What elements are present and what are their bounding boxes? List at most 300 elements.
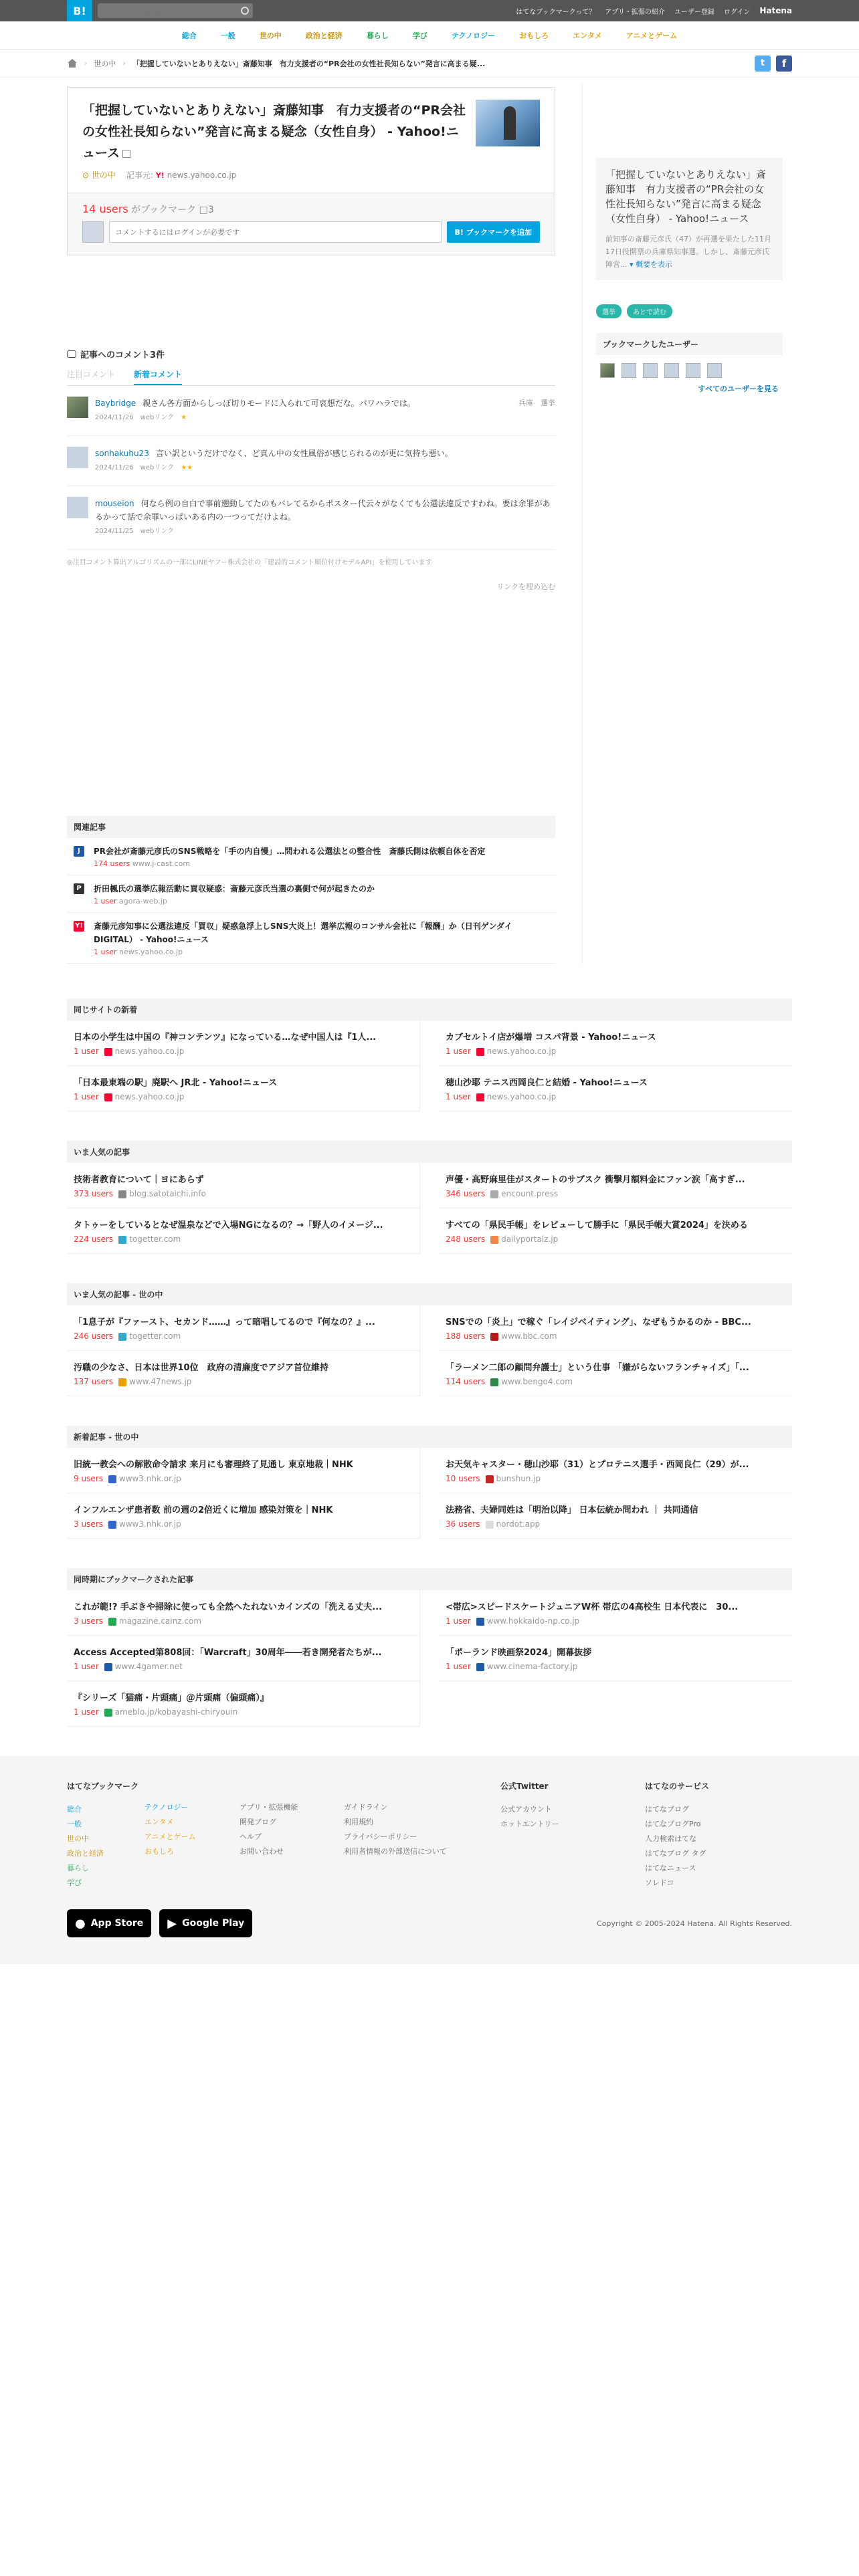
article-title[interactable]: 日本の小学生は中国の『神コンテンツ』になっている…なぜ中国人は『1人...: [74, 1033, 377, 1043]
tab-new-comments[interactable]: 新着コメント: [134, 368, 182, 385]
avatar[interactable]: [600, 363, 615, 378]
article-meta: [74, 1047, 413, 1056]
article-section: [67, 1568, 792, 1727]
article-item[interactable]: [67, 1351, 420, 1396]
article-item[interactable]: [439, 1448, 792, 1493]
footer-link[interactable]: 政治と経済: [67, 1849, 104, 1858]
article-grid: [67, 1305, 792, 1396]
footer-link[interactable]: 利用者情報の外部送信について: [344, 1847, 447, 1856]
app-store-badge[interactable]: ● App Store: [67, 1909, 151, 1937]
category-link[interactable]: 学び: [412, 31, 427, 40]
entry-meta: [82, 169, 540, 181]
article-item[interactable]: [67, 1590, 420, 1636]
category-link[interactable]: 世の中: [259, 31, 282, 40]
footer-link[interactable]: 利用規約: [344, 1818, 373, 1826]
footer-link[interactable]: 暮らし: [67, 1864, 89, 1872]
tag-list: [596, 304, 783, 318]
article-title[interactable]: 旧統一教会への解散命令請求 来月にも審理終了見通し 東京地裁｜NHK: [74, 1460, 353, 1470]
article-users[interactable]: 114 users: [446, 1377, 486, 1386]
register-link[interactable]: ユーザー登録: [674, 8, 714, 16]
site-favicon-icon: [118, 1236, 126, 1244]
footer-link[interactable]: プライバシーポリシー: [344, 1832, 417, 1841]
article-domain[interactable]: www.bengo4.com: [501, 1377, 573, 1386]
article-meta: [446, 1519, 785, 1529]
yahoo-icon: Y!: [155, 171, 165, 180]
entry-card: [67, 87, 555, 193]
article-title[interactable]: Access Accepted第808回：「Warcraft」30周年――若き開発者たちが...: [74, 1648, 382, 1658]
section-heading: いま人気の記事: [67, 1141, 792, 1163]
category-link[interactable]: 政治と経済: [305, 31, 343, 40]
related-meta: [94, 897, 375, 905]
footer-column: [500, 1780, 645, 1891]
footer-link[interactable]: はてなブログPro: [645, 1820, 701, 1828]
comments-section: [67, 348, 555, 592]
comment-text: 何なら例の自白で事前遡動してたのもバレてるからポスター代云々がなくても公選法違反ですわね。要は余罪があるかって話で余罪いっぱいある内の一つってだけよね。: [95, 499, 551, 522]
article-title[interactable]: SNSでの「炎上」で稼ぐ「レイジベイティング」、なぜもうかるのか - BBC...: [446, 1317, 751, 1327]
comment-username[interactable]: mouseion: [95, 499, 134, 508]
site-favicon-icon: [490, 1378, 498, 1386]
comment-body: [95, 447, 555, 475]
article-item[interactable]: [439, 1590, 792, 1636]
footer-link[interactable]: 世の中: [67, 1834, 89, 1843]
article-title[interactable]: 法務省、夫婦同姓は「明治以降」 日本伝統か問われ ｜ 共同通信: [446, 1505, 698, 1515]
footer-column: [67, 1780, 145, 1891]
category-link[interactable]: テクノロジー: [451, 31, 496, 40]
footer-heading: [145, 1780, 240, 1790]
article-meta: [446, 1235, 785, 1244]
star-icon[interactable]: ★: [181, 414, 187, 421]
related-title[interactable]: PR会社が斎藤元彦氏のSNS戦略を「手の内自慢」…問われる公選法との整合性 斎藤氏側は依頼自体を否定: [94, 847, 486, 856]
lower-sections: [0, 998, 859, 1727]
article-domain[interactable]: blog.satotaichi.info: [129, 1189, 206, 1198]
avatar[interactable]: [67, 447, 88, 468]
article-meta: [446, 1474, 785, 1483]
related-domain[interactable]: www.j-cast.com: [132, 859, 191, 868]
article-users[interactable]: 1 user: [74, 1707, 99, 1717]
footer-link[interactable]: テクノロジー: [145, 1803, 189, 1812]
article-meta: [74, 1092, 413, 1101]
article-users[interactable]: 1 user: [446, 1047, 471, 1056]
site-favicon-icon: [118, 1378, 126, 1386]
site-favicon-icon: [108, 1618, 116, 1626]
article-title[interactable]: 声優・高野麻里佳がスタートのサブスク 衝撃月額料金にファン涙「高すぎ...: [446, 1175, 745, 1185]
avatar[interactable]: [622, 363, 636, 378]
site-favicon-icon: [108, 1475, 116, 1483]
entry-category[interactable]: ⊙ 世の中: [82, 171, 116, 180]
apple-icon: ●: [75, 1916, 86, 1931]
footer-link[interactable]: エンタメ: [145, 1818, 174, 1826]
site-favicon-icon: [490, 1236, 498, 1244]
article-domain[interactable]: ameblo.jp/kobayashi-chiryouin: [114, 1707, 238, 1717]
comment-date[interactable]: 2024/11/26: [95, 464, 134, 471]
article-users[interactable]: 188 users: [446, 1331, 486, 1341]
tab-popular-comments[interactable]: 注目コメント: [67, 370, 116, 379]
site-favicon-icon: Y!: [74, 921, 84, 932]
related-meta: [94, 859, 485, 868]
article-item[interactable]: [439, 1305, 792, 1351]
apps-link[interactable]: アプリ・拡張の紹介: [605, 8, 665, 16]
article-users[interactable]: 10 users: [446, 1474, 480, 1483]
show-summary-link[interactable]: ▾ 概要を表示: [630, 260, 673, 269]
article-title[interactable]: タトゥーをしているとなぜ温泉などで入場NGになるの？→「野人のイメージ...: [74, 1220, 383, 1230]
entry-title[interactable]: 「把握していないとありえない」斎藤知事 有力支援者の“PR会社の女性社長知らない”発言に高まる疑念（女性自身） - Yahoo!ニュース: [82, 103, 466, 160]
article-grid: [67, 1163, 792, 1254]
article-item[interactable]: [439, 1493, 792, 1539]
footer-heading: [344, 1780, 500, 1790]
footer-heading: [240, 1780, 344, 1790]
article-domain[interactable]: bunshun.jp: [496, 1474, 541, 1483]
footer-links: [67, 1802, 145, 1891]
star-icon[interactable]: ★★: [181, 464, 193, 471]
comment-username[interactable]: sonhakuhu23: [95, 449, 149, 458]
related-users[interactable]: 174 users: [94, 859, 130, 868]
sidebar: [582, 84, 783, 964]
article-title[interactable]: インフルエンザ患者数 前の週の2倍近くに増加 感染対策を｜NHK: [74, 1505, 333, 1515]
article-title[interactable]: これが範!? 手ぶきや掃除に使っても全然へたれないカインズの「洗える丈夫...: [74, 1602, 383, 1612]
footer: [0, 1756, 859, 1964]
footer-link[interactable]: はてなニュース: [645, 1864, 696, 1872]
article-meta: [446, 1189, 785, 1198]
article-section: [67, 1426, 792, 1539]
article-domain[interactable]: www.47news.jp: [129, 1377, 192, 1386]
bookmark-box: [67, 193, 555, 255]
category-link[interactable]: アニメとゲーム: [626, 31, 678, 40]
article-title[interactable]: カブセルトイ店が爆増 コスパ背景 - Yahoo!ニュース: [446, 1033, 656, 1043]
article-domain[interactable]: www.cinema-factory.jp: [486, 1662, 578, 1671]
article-users[interactable]: 246 users: [74, 1331, 114, 1341]
article-users[interactable]: 9 users: [74, 1474, 103, 1483]
footer-column: [645, 1780, 779, 1891]
article-meta: [74, 1616, 413, 1626]
article-users[interactable]: 3 users: [74, 1616, 103, 1626]
comment-meta: [95, 525, 555, 538]
related-title[interactable]: 折田楓氏の選挙広報活動に買収疑惑：斎藤元彦氏当選の裏側で何が起きたのか: [94, 884, 375, 893]
users-count[interactable]: 14 users: [82, 203, 128, 215]
avatar[interactable]: [707, 363, 722, 378]
section-heading: いま人気の記事 - 世の中: [67, 1283, 792, 1305]
article-meta: [74, 1235, 413, 1244]
category-link[interactable]: 暮らし: [366, 31, 389, 40]
category-link[interactable]: おもしろ: [519, 31, 549, 40]
footer-link[interactable]: ホットエントリー: [500, 1820, 559, 1828]
breadcrumb: [0, 49, 859, 78]
category-nav: [0, 21, 859, 49]
footer-column: [145, 1780, 240, 1891]
home-icon[interactable]: [67, 59, 78, 68]
comment-count: 3: [207, 205, 214, 215]
article-users[interactable]: 346 users: [446, 1189, 486, 1198]
breadcrumb-category[interactable]: 世の中: [94, 59, 116, 68]
article-title[interactable]: 「日本最東端の駅」廃駅へ JR北 - Yahoo!ニュース: [74, 1078, 278, 1088]
site-favicon-icon: [476, 1663, 484, 1671]
article-users[interactable]: 1 user: [446, 1092, 471, 1101]
hatena-bookmark-logo[interactable]: B!: [67, 0, 92, 21]
comment-date[interactable]: 2024/11/26: [95, 414, 134, 421]
article-users[interactable]: 36 users: [446, 1519, 480, 1529]
avatar[interactable]: [686, 363, 700, 378]
comment-tabs: [67, 368, 555, 386]
comment-meta: [95, 461, 555, 475]
tag-chip[interactable]: 選挙: [596, 304, 622, 318]
footer-link[interactable]: ヘルプ: [240, 1832, 262, 1841]
comment-body: [95, 397, 555, 425]
about-link[interactable]: はてなブックマークって？: [516, 8, 596, 16]
article-users[interactable]: 137 users: [74, 1377, 114, 1386]
article-domain[interactable]: dailyportalz.jp: [501, 1235, 559, 1244]
site-favicon-icon: [104, 1709, 112, 1717]
article-domain[interactable]: magazine.cainz.com: [118, 1616, 201, 1626]
article-users[interactable]: 1 user: [446, 1662, 471, 1671]
footer-link[interactable]: おもしろ: [145, 1847, 174, 1856]
article-title[interactable]: すべての「県民手帳」をレビューして勝手に「県民手帳大賞2024」を決める: [446, 1220, 748, 1230]
comment-bubble-icon: [67, 350, 76, 358]
copyright: Copyright © 2005-2024 Hatena. All Rights Reserved.: [596, 1919, 792, 1928]
entry-thumbnail[interactable]: [476, 100, 540, 146]
article-domain[interactable]: news.yahoo.co.jp: [486, 1092, 557, 1101]
article-users[interactable]: 1 user: [74, 1662, 99, 1671]
article-meta: [74, 1707, 413, 1717]
footer-links: [240, 1800, 344, 1859]
add-bookmark-button[interactable]: B! ブックマークを追加: [447, 221, 540, 243]
comment-item: [67, 386, 555, 436]
article-meta: [74, 1662, 413, 1671]
footer-heading: はてなブックマーク: [67, 1782, 139, 1791]
footer-column: [240, 1780, 344, 1891]
article-meta: [74, 1189, 413, 1198]
article-item[interactable]: [67, 1163, 420, 1208]
bookmark-users-line: 14 users がブックマーク □3: [82, 203, 214, 215]
article-grid: [67, 1590, 792, 1727]
article-users[interactable]: 248 users: [446, 1235, 486, 1244]
article-title[interactable]: 『シリーズ「猫痛・片頭痛」＠片頭痛（偏頭痛）』: [74, 1693, 269, 1703]
bookmark-user-avatars: [596, 355, 783, 381]
article-meta: [74, 1474, 413, 1483]
article-users[interactable]: 1 user: [446, 1616, 471, 1626]
site-favicon-icon: [486, 1475, 494, 1483]
login-link[interactable]: ログイン: [723, 8, 751, 16]
search-input[interactable]: [102, 7, 241, 15]
footer-link[interactable]: 人力検索はてな: [645, 1834, 696, 1843]
article-meta: [446, 1616, 785, 1626]
comment-input[interactable]: [109, 221, 442, 243]
play-icon: ▶: [167, 1916, 177, 1931]
footer-link[interactable]: はてなブログ タグ: [645, 1849, 706, 1858]
article-title[interactable]: 「1息子が『ファースト、セカンド……』って暗唱してるので『何なの？』...: [74, 1317, 375, 1327]
embed-link[interactable]: リンクを埋め込む: [496, 582, 555, 591]
all-users-link[interactable]: すべてのユーザーを見る: [698, 385, 779, 393]
comment-web-link[interactable]: webリンク: [140, 414, 175, 421]
article-meta: [74, 1331, 413, 1341]
avatar[interactable]: [67, 397, 88, 418]
entry-source: 記事元: Y! news.yahoo.co.jp: [126, 171, 237, 180]
footer-link[interactable]: アニメとゲーム: [145, 1832, 196, 1841]
article-item[interactable]: [439, 1066, 792, 1111]
article-title[interactable]: 汚職の少なさ、日本は世界10位 政府の清廉度でアジア首位維持: [74, 1363, 329, 1373]
footer-link[interactable]: 開発ブログ: [240, 1818, 276, 1826]
article-item[interactable]: [67, 1493, 420, 1539]
article-item[interactable]: [67, 1305, 420, 1351]
site-favicon-icon: [108, 1521, 116, 1529]
article-item[interactable]: [67, 1208, 420, 1254]
article-section: [67, 1141, 792, 1254]
twitter-icon[interactable]: t: [755, 56, 771, 72]
avatar[interactable]: [643, 363, 658, 378]
user-avatar: [82, 221, 104, 243]
related-item[interactable]: [67, 913, 555, 964]
article-item[interactable]: [67, 1636, 420, 1681]
main-content: [0, 84, 859, 964]
article-item[interactable]: [67, 1681, 420, 1727]
footer-links: [500, 1802, 645, 1832]
top-bar: [0, 0, 859, 21]
article-meta: [446, 1331, 785, 1341]
related-meta: [94, 948, 549, 956]
footer-link[interactable]: 学び: [67, 1879, 82, 1887]
article-section: [67, 998, 792, 1111]
footer-link[interactable]: はてなブログ: [645, 1805, 689, 1814]
site-favicon-icon: [476, 1618, 484, 1626]
related-item[interactable]: [67, 875, 555, 913]
summary-text: 前知事の斎藤元彦氏（47）が再選を果たした11月17日投開票の兵庫県知事選。しかし、斎藤元彦氏陣営... ▾ 概要を表示: [605, 235, 771, 269]
section-heading: 同じサイトの新着: [67, 998, 792, 1021]
article-item[interactable]: [67, 1021, 420, 1066]
hatena-logo[interactable]: Hatena: [759, 6, 792, 15]
site-favicon-icon: [476, 1048, 484, 1056]
footer-links: [344, 1800, 500, 1859]
related-domain[interactable]: news.yahoo.co.jp: [119, 948, 183, 956]
avatar[interactable]: [664, 363, 679, 378]
site-favicon-icon: [104, 1093, 112, 1101]
article-users[interactable]: 3 users: [74, 1519, 103, 1529]
article-title[interactable]: <帯広>スピードスケートジュニアW杯 帯広の4高校生 日本代表に 30...: [446, 1602, 739, 1612]
footer-column: [344, 1780, 500, 1891]
site-favicon-icon: [490, 1333, 498, 1341]
footer-link[interactable]: ソレドコ: [645, 1879, 674, 1887]
facebook-icon[interactable]: f: [776, 56, 792, 72]
site-favicon-icon: [104, 1663, 112, 1671]
article-users[interactable]: 373 users: [74, 1189, 114, 1198]
related-articles: [67, 816, 555, 964]
article-section: [67, 1283, 792, 1396]
article-title[interactable]: 「ラーメン二郎の顧問弁護士」という仕事 「嫌がらないフランチャイズ」「...: [446, 1363, 749, 1373]
top-nav: [516, 6, 792, 16]
article-item[interactable]: [67, 1448, 420, 1493]
article-meta: [446, 1377, 785, 1386]
footer-link[interactable]: 総合: [67, 1805, 82, 1814]
comment-text: 親さん各方面からしっぽ切りモードに入られて可哀想だな。パワハラでは。: [142, 399, 415, 408]
footer-heading: 公式Twitter: [500, 1782, 549, 1791]
footer-columns: [67, 1780, 792, 1891]
article-grid: [67, 1021, 792, 1111]
entry-summary: [596, 158, 783, 280]
footer-link[interactable]: 一般: [67, 1820, 82, 1828]
footer-link[interactable]: 公式アカウント: [500, 1805, 552, 1814]
related-item[interactable]: [67, 838, 555, 875]
related-users[interactable]: 1 user: [94, 948, 117, 956]
section-heading: 新着記事 - 世の中: [67, 1426, 792, 1448]
article-title[interactable]: 技術者教育について｜ヨにあらず: [74, 1175, 204, 1185]
comment-date[interactable]: 2024/11/25: [95, 528, 134, 535]
comment-text: 言い訳というだけでなく、ど真ん中の女性風俗が感じられるのが更に気持ち悪い。: [155, 449, 453, 458]
article-domain[interactable]: www.hokkaido-np.co.jp: [486, 1616, 580, 1626]
footer-link[interactable]: お問い合わせ: [240, 1847, 284, 1856]
article-domain[interactable]: nordot.app: [496, 1519, 541, 1529]
article-domain[interactable]: togetter.com: [129, 1331, 181, 1341]
footer-heading: はてなのサービス: [645, 1782, 710, 1791]
comment-web-link[interactable]: webリンク: [140, 464, 175, 471]
summary-title: 「把握していないとありえない」斎藤知事 有力支援者の“PR会社の女性社長知らない”発言に高まる疑念（女性自身） - Yahoo!ニュース: [605, 169, 767, 225]
site-favicon-icon: [118, 1333, 126, 1341]
category-link[interactable]: 一般: [220, 31, 235, 40]
article-title[interactable]: お天気キャスター・穂山沙耶（31）とプロテニス選手・西岡良仁（29）が...: [446, 1460, 749, 1470]
left-column: [67, 84, 555, 964]
article-meta: [74, 1519, 413, 1529]
article-meta: [74, 1377, 413, 1386]
search-box[interactable]: [98, 3, 253, 18]
external-link-icon[interactable]: [122, 150, 130, 158]
related-users[interactable]: 1 user: [94, 897, 117, 905]
avatar[interactable]: [67, 497, 88, 518]
article-item[interactable]: [439, 1021, 792, 1066]
comment-username[interactable]: Baybridge: [95, 399, 136, 408]
section-heading: 同時期にブックマークされた記事: [67, 1568, 792, 1590]
related-domain[interactable]: agora-web.jp: [119, 897, 167, 905]
article-item[interactable]: [67, 1066, 420, 1111]
article-users[interactable]: 1 user: [74, 1092, 99, 1101]
article-domain[interactable]: news.yahoo.co.jp: [114, 1092, 185, 1101]
article-item[interactable]: [439, 1208, 792, 1254]
article-item[interactable]: [439, 1636, 792, 1681]
article-domain[interactable]: news.yahoo.co.jp: [114, 1047, 185, 1056]
article-domain[interactable]: encount.press: [501, 1189, 558, 1198]
article-domain[interactable]: news.yahoo.co.jp: [486, 1047, 557, 1056]
site-favicon-icon: [104, 1048, 112, 1056]
category-link[interactable]: 総合: [181, 31, 197, 40]
search-icon[interactable]: [241, 7, 249, 15]
related-title[interactable]: 斎藤元彦知事に公選法違反「買収」疑惑急浮上しSNS大炎上！選挙広報のコンサル会社に「報酬」か（日刊ゲンダイDIGITAL） - Yahoo!ニュース: [94, 922, 512, 944]
article-users[interactable]: 224 users: [74, 1235, 114, 1244]
footer-link[interactable]: ガイドライン: [344, 1803, 388, 1812]
article-domain[interactable]: www.bbc.com: [501, 1331, 557, 1341]
footer-links: [145, 1800, 240, 1859]
google-play-badge[interactable]: ▶ Google Play: [159, 1909, 252, 1937]
article-title[interactable]: 「ポーランド映画祭2024」開幕抜拶: [446, 1648, 592, 1658]
category-link[interactable]: エンタメ: [573, 31, 602, 40]
algorithm-note: ◎注目コメント算出アルゴリズムの一部にLINEヤフー株式会社の「建設的コメント順位付けモデルAPI」を使用しています: [67, 559, 432, 566]
article-users[interactable]: 1 user: [74, 1047, 99, 1056]
site-favicon-icon: P: [74, 883, 84, 894]
article-domain[interactable]: www.4gamer.net: [114, 1662, 183, 1671]
site-favicon-icon: J: [74, 846, 84, 857]
comment-web-link[interactable]: webリンク: [140, 528, 175, 535]
article-title[interactable]: 穂山沙耶 テニス西岡良仁と結婚 - Yahoo!ニュース: [446, 1078, 648, 1088]
article-domain[interactable]: togetter.com: [129, 1235, 181, 1244]
breadcrumb-separator: ›: [84, 59, 88, 68]
comment-tags[interactable]: 兵庫 選挙: [518, 399, 555, 407]
footer-link[interactable]: アプリ・拡張機能: [240, 1803, 298, 1812]
article-item[interactable]: [439, 1351, 792, 1396]
article-item[interactable]: [439, 1163, 792, 1208]
site-favicon-icon: [490, 1190, 498, 1198]
comment-meta: [95, 411, 555, 425]
article-domain[interactable]: www3.nhk.or.jp: [118, 1519, 181, 1529]
comment-item: [67, 436, 555, 486]
article-domain[interactable]: www3.nhk.or.jp: [118, 1474, 181, 1483]
breadcrumb-separator: ›: [122, 59, 126, 68]
tag-chip[interactable]: あとで読む: [627, 304, 672, 318]
comment-item: [67, 486, 555, 550]
comment-body: [95, 497, 555, 538]
